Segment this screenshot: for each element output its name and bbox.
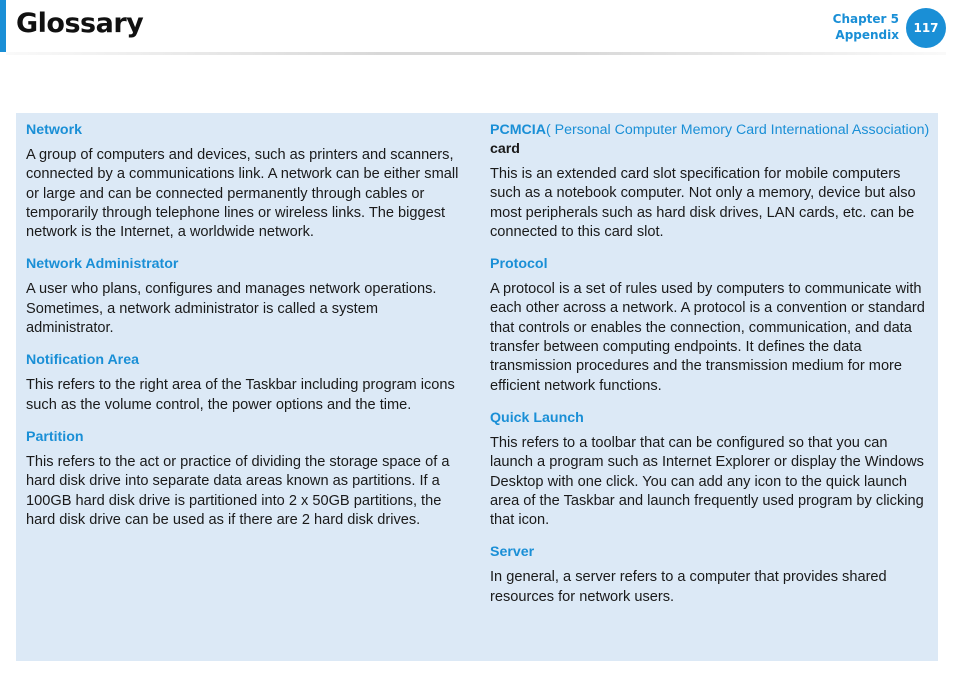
definition-protocol: A protocol is a set of rules used by computers to communicate with each other across a network. A protocol is a convention or standard that controls or enables the connection, communication, and data transfer between computing endpoints. It defines the data transmission procedures and the transmission medium for more efficient network functions.	[490, 281, 925, 394]
definition-quick-launch: This refers to a toolbar that can be configured so that you can launch a program such as Internet Explorer or display the Windows Desktop with one click. You can add any icon to the quick launch area of the Taskbar and launch frequently used program by clicking that icon.	[490, 434, 924, 529]
term-notification-area: Notification Area	[26, 352, 139, 369]
term-partition: Partition	[26, 428, 84, 445]
chapter-number: Chapter 5	[832, 12, 899, 26]
definition-pcmcia: This is an extended card slot specification for mobile computers such as a notebook computer. Not only a memory, device but also most peripherals such as hard disk drives, LAN cards, etc. can be connected to this card slot.	[490, 166, 916, 240]
header-accent-bar	[0, 0, 6, 52]
chapter-label	[833, 11, 899, 43]
term-pcmcia-acronym: PCMCIA	[490, 122, 546, 138]
definition-notification-area: This refers to the right area of the Taskbar including program icons such as the volume control, the power options and the time.	[26, 377, 455, 413]
glossary-panel	[16, 113, 938, 661]
term-pcmcia-expansion: ( Personal Computer Memory Card International Association)	[545, 122, 930, 138]
term-server: Server	[490, 544, 535, 561]
definition-partition: This refers to the act or practice of dividing the storage space of a hard disk drive into separate data areas known as partitions. If a 100GB hard disk drive is partitioned into 2 x 50GB partitions, the hard disk drive can be used as if there are 2 hard disk drives.	[26, 453, 450, 528]
glossary-right-column	[490, 121, 932, 620]
page-number-badge: 117	[906, 8, 946, 48]
glossary-left-column	[26, 121, 466, 543]
header-divider	[6, 52, 946, 55]
term-pcmcia-suffix: card	[490, 141, 520, 157]
definition-server: In general, a server refers to a computer that provides shared resources for network users.	[490, 569, 887, 605]
term-pcmcia	[490, 121, 932, 159]
term-network: Network	[26, 122, 82, 138]
chapter-title: Appendix	[835, 28, 899, 42]
term-network-administrator: Network Administrator	[26, 256, 179, 273]
definition-network: A group of computers and devices, such as printers and scanners, connected by a communications link. A network can be either small or large and can be connected permanently through cables or temporarily through telephone lines or wireless links. The biggest network is the Internet, a worldwide network.	[26, 147, 459, 241]
term-quick-launch: Quick Launch	[490, 409, 584, 426]
term-protocol: Protocol	[490, 256, 548, 273]
page-title: Glossary	[16, 8, 144, 39]
definition-network-administrator: A user who plans, configures and manages network operations. Sometimes, a network administrator is called a system administrator.	[26, 281, 437, 337]
